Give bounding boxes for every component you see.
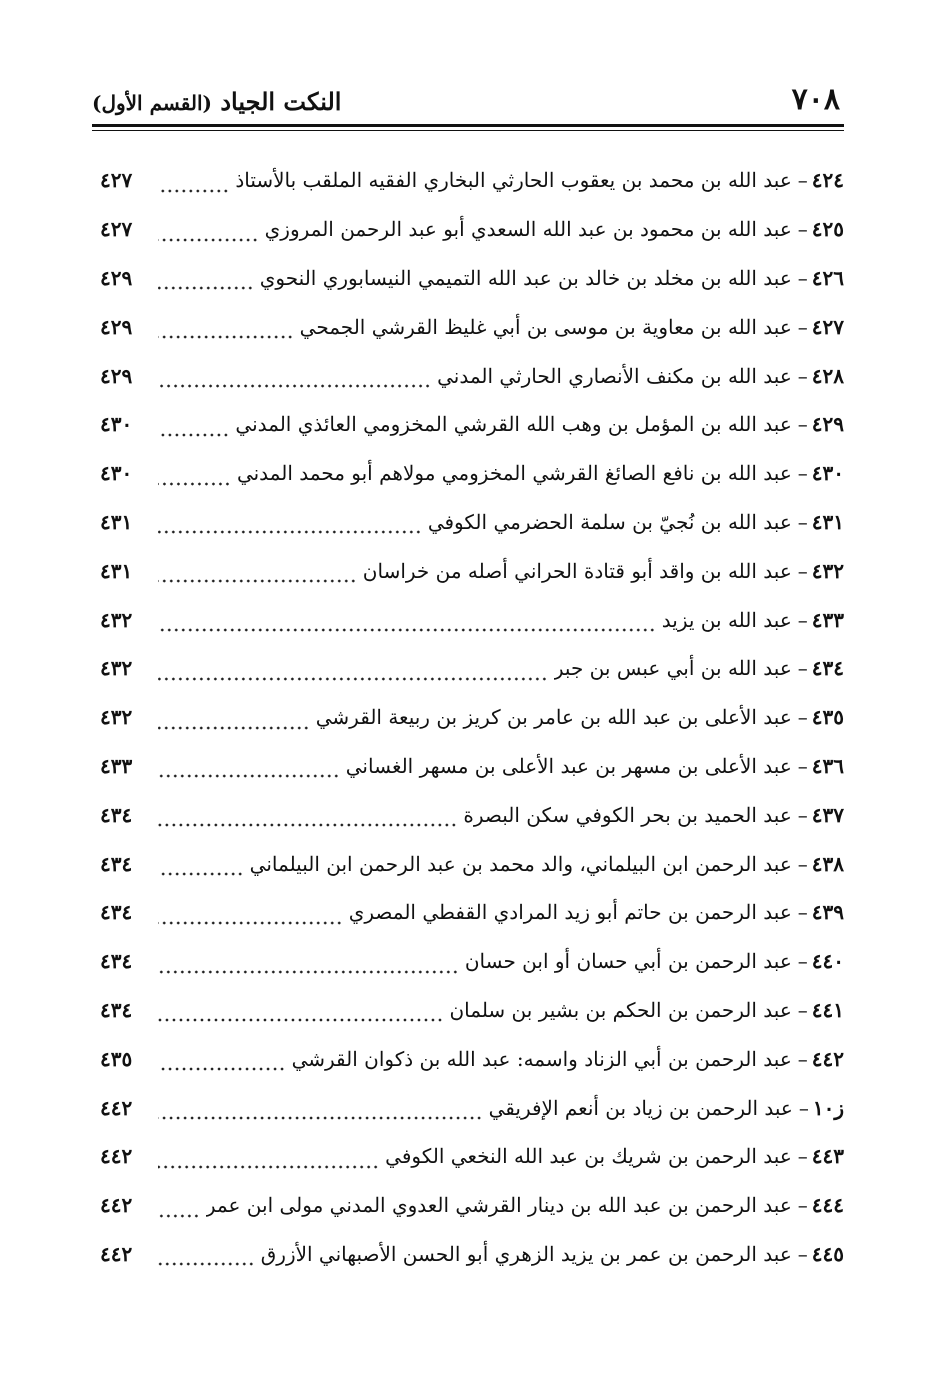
entry-page: ٤٢٧	[100, 168, 133, 193]
entry-number: ٤٣٢	[811, 558, 844, 583]
entry-number: ٤٣٧	[811, 802, 844, 827]
entry-number: ٤٢٥	[811, 217, 844, 242]
entry-name: عبد الله بن محمود بن عبد الله السعدي أبو عبد الرحمن المروزي	[264, 217, 792, 242]
entry-page: ٤٣٤	[100, 949, 133, 974]
entry-page: ٤٢٩	[100, 363, 133, 388]
toc-entry	[100, 546, 844, 595]
running-title	[92, 84, 341, 121]
entry-dash: –	[797, 900, 808, 925]
toc-entry	[100, 254, 844, 303]
header-rule-thick	[92, 124, 844, 127]
dot-leader	[158, 530, 422, 534]
entry-number: ٤٤١	[811, 997, 844, 1022]
entry-dash: –	[797, 314, 808, 339]
page-header	[92, 80, 844, 124]
toc-entry	[100, 742, 844, 791]
entry-number: ز١٠	[812, 1095, 844, 1120]
entry-number: ٤٢٨	[811, 363, 844, 388]
toc-entry	[100, 302, 844, 351]
dot-leader	[158, 433, 229, 437]
table-of-contents	[100, 156, 844, 1278]
toc-entry	[100, 1034, 844, 1083]
toc-entry	[100, 1181, 844, 1230]
entry-page: ٤٣٤	[100, 802, 133, 827]
entry-number: ٤٢٦	[811, 265, 844, 290]
entry-page: ٤٤٢	[100, 1193, 133, 1218]
entry-dash: –	[797, 851, 808, 876]
entry-number: ٤٤٤	[811, 1193, 844, 1218]
entry-name: عبد الله بن واقد أبو قتادة الحراني أصله من خراسان	[362, 558, 792, 583]
entry-name: عبد الله بن محمد بن يعقوب الحارثي البخاري الفقيه الملقب بالأستاذ	[235, 168, 792, 193]
toc-entry	[100, 937, 844, 986]
entry-dash: –	[797, 802, 808, 827]
dot-leader	[158, 1214, 200, 1218]
toc-entry	[100, 205, 844, 254]
entry-dash: –	[797, 607, 808, 632]
toc-entry	[100, 400, 844, 449]
entry-name: عبد الرحمن ابن البيلماني، والد محمد بن عبد الرحمن ابن البيلماني	[249, 851, 792, 876]
entry-number: ٤٣٥	[811, 705, 844, 730]
entry-page: ٤٣٤	[100, 997, 133, 1022]
dot-leader	[158, 189, 229, 193]
entry-dash: –	[797, 656, 808, 681]
entry-number: ٤٤٥	[811, 1241, 844, 1266]
entry-number: ٤٢٩	[811, 412, 844, 437]
entry-page: ٤٣٢	[100, 607, 133, 632]
entry-page: ٤٣٣	[100, 753, 133, 778]
dot-leader	[158, 384, 431, 388]
entry-name: عبد الرحمن بن زياد بن أنعم الإفريقي	[488, 1095, 793, 1120]
dot-leader	[158, 1165, 379, 1169]
entry-number: ٤٣٣	[811, 607, 844, 632]
dot-leader	[158, 726, 310, 730]
dot-leader	[158, 1018, 443, 1022]
dot-leader	[158, 335, 294, 339]
entry-name: عبد الرحمن بن أبي الزناد واسمه: عبد الله بن ذكوان القرشي	[291, 1046, 792, 1071]
dot-leader	[158, 872, 244, 876]
entry-number: ٤٣٩	[811, 900, 844, 925]
entry-page: ٤٢٧	[100, 217, 133, 242]
entry-number: ٤٢٤	[811, 168, 844, 193]
entry-page: ٤٣٠	[100, 412, 133, 437]
entry-number: ٤٣٤	[811, 656, 844, 681]
entry-name: عبد الرحمن بن شريك بن عبد الله النخعي الكوفي	[385, 1144, 792, 1169]
entry-name: عبد الأعلى بن مسهر بن عبد الأعلى بن مسهر الغساني	[345, 753, 792, 778]
entry-name: عبد الله بن نافع الصائغ القرشي المخزومي مولاهم أبو محمد المدني	[236, 461, 792, 486]
toc-entry	[100, 595, 844, 644]
entry-name: عبد الله بن معاوية بن موسى بن أبي غليظ القرشي الجمحي	[299, 314, 792, 339]
book-title: النكت الجياد	[220, 87, 342, 116]
entry-number: ٤٢٧	[811, 314, 844, 339]
book-section: (القسم الأول)	[92, 91, 212, 115]
entry-dash: –	[797, 949, 808, 974]
entry-number: ٤٤٢	[811, 1046, 844, 1071]
entry-dash: –	[797, 217, 808, 242]
toc-entry	[100, 839, 844, 888]
entry-dash: –	[797, 1144, 808, 1169]
toc-entry	[100, 644, 844, 693]
toc-entry	[100, 1083, 844, 1132]
toc-entry	[100, 498, 844, 547]
entry-dash: –	[797, 997, 808, 1022]
toc-entry	[100, 449, 844, 498]
dot-leader	[158, 579, 357, 583]
dot-leader	[158, 970, 459, 974]
dot-leader	[158, 823, 457, 827]
entry-name: عبد الله بن أبي عبس بن جبر	[553, 656, 792, 681]
entry-name: عبد الرحمن بن عبد الله بن دينار القرشي العدوي المدني مولى ابن عمر	[205, 1193, 792, 1218]
header-rule-thin	[92, 130, 844, 131]
toc-entry	[100, 1132, 844, 1181]
entry-name: عبد الحميد بن بحر الكوفي سكن البصرة	[463, 802, 792, 827]
toc-entry	[100, 156, 844, 205]
toc-entry	[100, 351, 844, 400]
entry-page: ٤٣٠	[100, 461, 133, 486]
entry-dash: –	[797, 753, 808, 778]
entry-page: ٤٣٢	[100, 656, 133, 681]
dot-leader	[158, 1067, 286, 1071]
entry-page: ٤٣٢	[100, 705, 133, 730]
entry-name: عبد الله بن مخلد بن خالد بن عبد الله التميمي النيسابوري النحوي	[259, 265, 792, 290]
entry-dash: –	[797, 363, 808, 388]
toc-entry	[100, 790, 844, 839]
entry-page: ٤٤٢	[100, 1144, 133, 1169]
entry-dash: –	[797, 461, 808, 486]
page-number: ٧٠٨	[791, 82, 840, 117]
entry-page: ٤٢٩	[100, 265, 133, 290]
toc-entry	[100, 888, 844, 937]
entry-number: ٤٣٦	[811, 753, 844, 778]
dot-leader	[158, 1262, 255, 1266]
entry-name: عبد الرحمن بن عمر بن يزيد الزهري أبو الحسن الأصبهاني الأزرق	[260, 1241, 792, 1266]
entry-name: عبد الله بن يزيد	[661, 607, 792, 632]
dot-leader	[158, 238, 259, 242]
dot-leader	[158, 482, 231, 486]
entry-name: عبد الله بن نُجيّ بن سلمة الحضرمي الكوفي	[427, 509, 792, 534]
entry-name: عبد الرحمن بن الحكم بن بشير بن سلمان	[449, 997, 792, 1022]
dot-leader	[158, 1116, 483, 1120]
entry-dash: –	[797, 265, 808, 290]
entry-name: عبد الله بن مكنف الأنصاري الحارثي المدني	[437, 363, 792, 388]
entry-dash: –	[797, 1046, 808, 1071]
entry-page: ٤٤٢	[100, 1241, 133, 1266]
entry-page: ٤٣١	[100, 558, 133, 583]
entry-dash: –	[797, 558, 808, 583]
entry-name: عبد الله بن المؤمل بن وهب الله القرشي المخزومي العائذي المدني	[235, 412, 792, 437]
entry-name: عبد الرحمن بن أبي حسان أو ابن حسان	[464, 949, 792, 974]
entry-page: ٤٢٩	[100, 314, 133, 339]
entry-dash: –	[798, 1095, 809, 1120]
dot-leader	[158, 921, 343, 925]
entry-dash: –	[797, 168, 808, 193]
entry-page: ٤٣٤	[100, 851, 133, 876]
entry-name: عبد الرحمن بن حاتم أبو زيد المرادي القفطي المصري	[348, 900, 792, 925]
entry-name: عبد الأعلى بن عبد الله بن عامر بن كريز بن ربيعة القرشي	[315, 705, 792, 730]
entry-page: ٤٤٢	[100, 1095, 133, 1120]
entry-number: ٤٣١	[811, 509, 844, 534]
entry-number: ٤٣٨	[811, 851, 844, 876]
entry-dash: –	[797, 705, 808, 730]
toc-entry	[100, 1230, 844, 1279]
entry-page: ٤٣١	[100, 509, 133, 534]
entry-dash: –	[797, 1241, 808, 1266]
toc-entry	[100, 986, 844, 1035]
entry-page: ٤٣٤	[100, 900, 133, 925]
entry-page: ٤٣٥	[100, 1046, 133, 1071]
entry-number: ٤٤٠	[811, 949, 844, 974]
dot-leader	[158, 628, 656, 632]
toc-entry	[100, 693, 844, 742]
entry-dash: –	[797, 1193, 808, 1218]
entry-number: ٤٣٠	[811, 461, 844, 486]
entry-dash: –	[797, 412, 808, 437]
dot-leader	[158, 677, 548, 681]
dot-leader	[158, 774, 340, 778]
entry-dash: –	[797, 509, 808, 534]
entry-number: ٤٤٣	[811, 1144, 844, 1169]
dot-leader	[158, 286, 254, 290]
